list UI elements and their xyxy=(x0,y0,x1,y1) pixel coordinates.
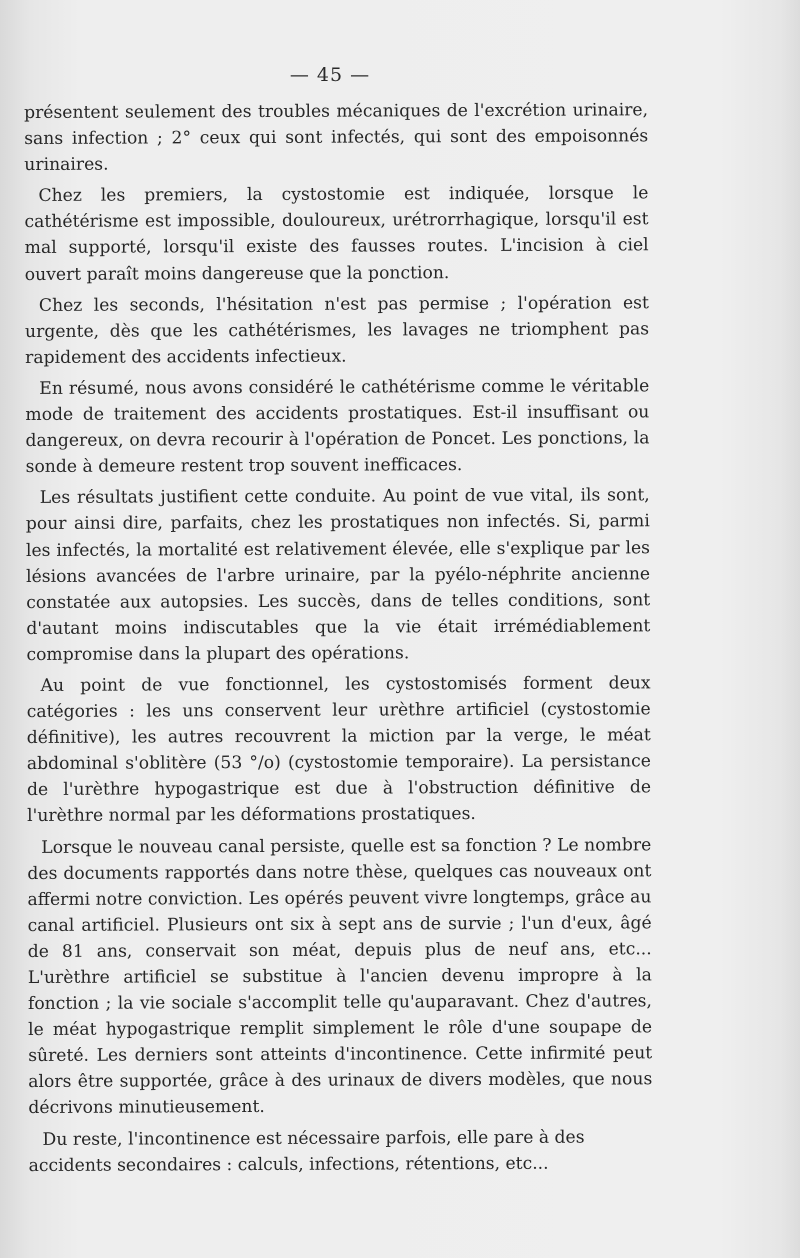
paragraph-first-group: Chez les premiers, la cystostomie est indiquée, lorsque le cathétérisme est impossible, douloureux, urétrorrhagique, lorsqu'il est mal supporté, lorsqu'il existe des fausses routes. L'incision à ciel ouvert paraît moins dangereuse que la ponction. xyxy=(24,183,649,285)
page-number: — 45 — xyxy=(289,64,371,86)
paragraph-continued: présentent seulement des troubles mécaniques de l'excrétion urinaire, sans infection ; 2° ceux qui sont infectés, qui sont des empoisonnés urinaires. xyxy=(24,100,649,176)
paragraph-new-canal: Lorsque le nouveau canal persiste, quelle est sa fonction ? Le nombre des documents rapportés dans notre thèse, quelques cas nouveaux ont affermi notre conviction. Les opérés peuvent vivre longtemps, grâce au canal artificiel. Plusieurs ont six à sept ans de survie ; l'un d'eux, âgé de 81 ans, conservait son méat, depuis plus de neuf ans, etc... L'urèthre artificiel se substitue à l'ancien devenu impropre à la fonction ; la vie sociale s'accomplit telle qu'auparavant. Chez d'autres, le méat hypogastrique remplit simplement le rôle d'une soupape de sûreté. Les derniers sont atteints d'incontinence. Cette infirmité peut alors être supportée, grâce à des urinaux de divers modèles, que nous décrivons minutieusement. xyxy=(27,834,653,1119)
paragraph-results: Les résultats justifient cette conduite. Au point de vue vital, ils sont, pour ainsi dire, parfaits, chez les prostatiques non infectés. Si, parmi les infectés, la mortalité est relativement élevée, elle s'explique par les lésions avancées de l'arbre urinaire, par la pyélo-néphrite ancienne constatée aux autopsies. Les succès, dans de telles conditions, sont d'autant moins indiscutables que la vie était irrémédiablement compromise dans la plupart des opérations. xyxy=(25,485,651,665)
paragraph-summary: En résumé, nous avons considéré le cathétérisme comme le véritable mode de traitement des accidents prostatiques. Est-il insuffisant ou dangereux, on devra recourir à l'opération de Poncet. Les ponctions, la sonde à demeure restent trop souvent inefficaces. xyxy=(25,376,650,478)
body-text xyxy=(24,97,653,1183)
paragraph-incontinence: Du reste, l'incontinence est nécessaire parfois, elle pare à des accidents secondaires : calculs, infections, rétentions, etc... xyxy=(28,1127,585,1176)
paragraph-functional: Au point de vue fonctionnel, les cystostomisés forment deux catégories : les uns conservent leur urèthre artificiel (cystostomie définitive), les autres recouvrent la miction par la verge, le méat abdominal s'oblitère (53 °/o) (cystostomie temporaire). La persistance de l'urèthre hypogastrique est due à l'obstruction définitive de l'urèthre normal par les déformations prostatiques. xyxy=(26,673,652,827)
paragraph-second-group: Chez les seconds, l'hésitation n'est pas permise ; l'opération est urgente, dès que les cathétérismes, les lavages ne triomphent pas rapidement des accidents infectieux. xyxy=(24,292,650,368)
